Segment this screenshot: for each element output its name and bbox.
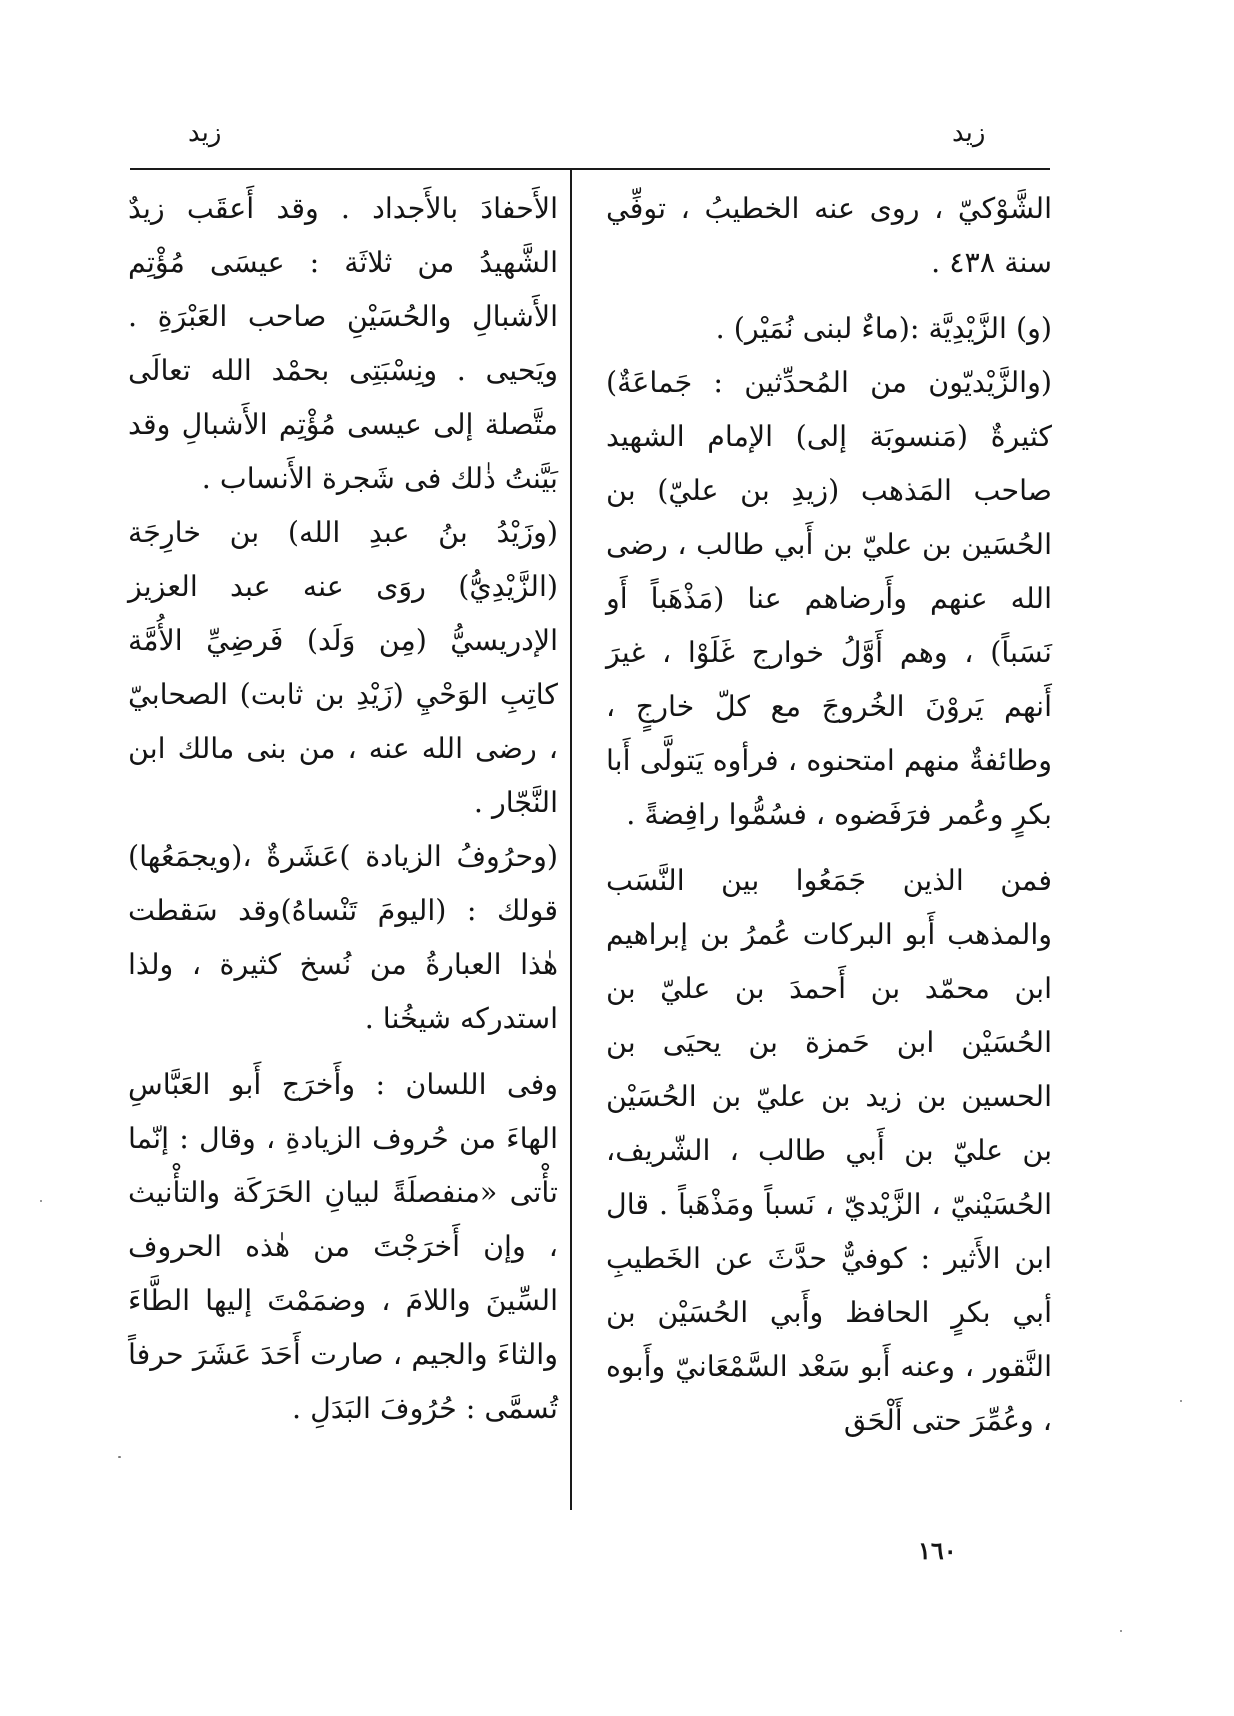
paragraph: (و) الزَّيْدِيَّة :(ماءٌ لبنى نُمَيْر) .: [715, 312, 1052, 345]
running-head-right: زيد: [952, 118, 986, 148]
paragraph: (وزَيْدُ بنُ عبدِ الله) بن خارِجَة (الزَّيْدِيُّ) روَى عنه عبد العزيز الإدريسيُّ (مِن وَلَد) فَرضِيِّ الأُمَّة كاتِبِ الوَحْيِ (زَيْدِ بن ثابت) الصحابيّ ، رضى الله عنه ، من بنى مالك ابن النَّجّار .: [128, 516, 558, 819]
scan-speck: [1180, 1400, 1182, 1402]
paragraph: (وحرُوفُ الزيادة )عَشَرةٌ ،(ويجمَعُها) قولك : (اليومَ تَنْساهُ)وقد سَقطت هٰذا العبارةُ من نُسخ كثيرة ، ولذا استدركه شيخُنا .: [128, 840, 558, 1035]
paragraph: فمن الذين جَمَعُوا بين النَّسَب والمذهب أَبو البركات عُمرُ بن إبراهيم ابن محمّد بن أَحمدَ بن عليّ بن الحُسَيْن ابن حَمزة بن يحيَى بن الحسين بن زيد بن عليّ بن الحُسَيْن بن عليّ بن أَبي طالب ، الشّريف، الحُسَيْنيّ ، الزَّيْديّ ، نَسباً ومَذْهَباً . قال ابن الأَثير : كوفيٌّ حدَّثَ عن الخَطيبِ أبي بكرٍ الحافظ وأَبي الحُسَيْن بن النَّقور ، وعنه أَبو سَعْد السَّمْعَانيّ وأَبوه ، وعُمِّرَ حتى أَلْحَق: [606, 864, 1052, 1437]
scan-speck: [1120, 1630, 1122, 1632]
paragraph: الأَحفادَ بالأَجداد . وقد أَعقَب زيدٌ الشَّهيدُ من ثلاثَة : عيسَى مُؤْتِم الأَشبالِ والحُسَيْنِ صاحب العَبْرَةِ . ويَحيى . ونِسْبَتِى بحمْد الله تعالَى متَّصلة إلى عيسى مُؤْتِم الأَشبالِ وقد بَيَّنتُ ذٰلك فى شَجرة الأَنساب .: [128, 192, 558, 495]
running-head-left: زيد: [188, 118, 222, 148]
scan-speck: [118, 1456, 121, 1458]
paragraph: الشَّوْكيّ ، روى عنه الخطيبُ ، توفِّي سنة ٤٣٨ .: [606, 192, 1052, 279]
left-column: [128, 182, 558, 1436]
paragraph: (والزَّيْديّون من المُحدِّثين : جَماعَةٌ) كثيرةٌ (مَنسوبَة إلى) الإمام الشهيد صاحب المَذهب (زيدِ بن عليّ) بن الحُسَين بن عليّ بن أَبي طالب ، رضى الله عنهم وأَرضاهم عنا (مَذْهَباً أَو نَسَباً) ، وهم أَوَّلُ خوارج غَلَوْا ، غيرَ أَنهم يَروْنَ الخُروجَ مع كلّ خارجٍ ، وطائفةٌ منهم امتحنوه ، فرأوه يَتولَّى أَبا بكرٍ وعُمر فرَفَضوه ، فسُمُّوا رافِضةً .: [606, 366, 1052, 831]
column-divider: [570, 170, 572, 1510]
right-column: [606, 182, 1052, 1448]
scan-speck: [40, 1200, 42, 1202]
paragraph: وفى اللسان : وأَخرَج أَبو العَبَّاسِ الهاءَ من حُروف الزيادةِ ، وقال : إنّما تأْتى «منفصلَةً لبيانِ الحَرَكَة والتأْنيث ، وإن أَخرَجْتَ من هٰذه الحروف السِّينَ واللامَ ، وضمَمْتَ إليها الطَّاءَ والثاءَ والجيم ، صارت أَحَدَ عَشَرَ حرفاً تُسمَّى : حُرُوفَ البَدَلِ .: [128, 1068, 558, 1425]
header-rule: [130, 168, 1050, 170]
page-number: ١٦٠: [918, 1536, 957, 1565]
